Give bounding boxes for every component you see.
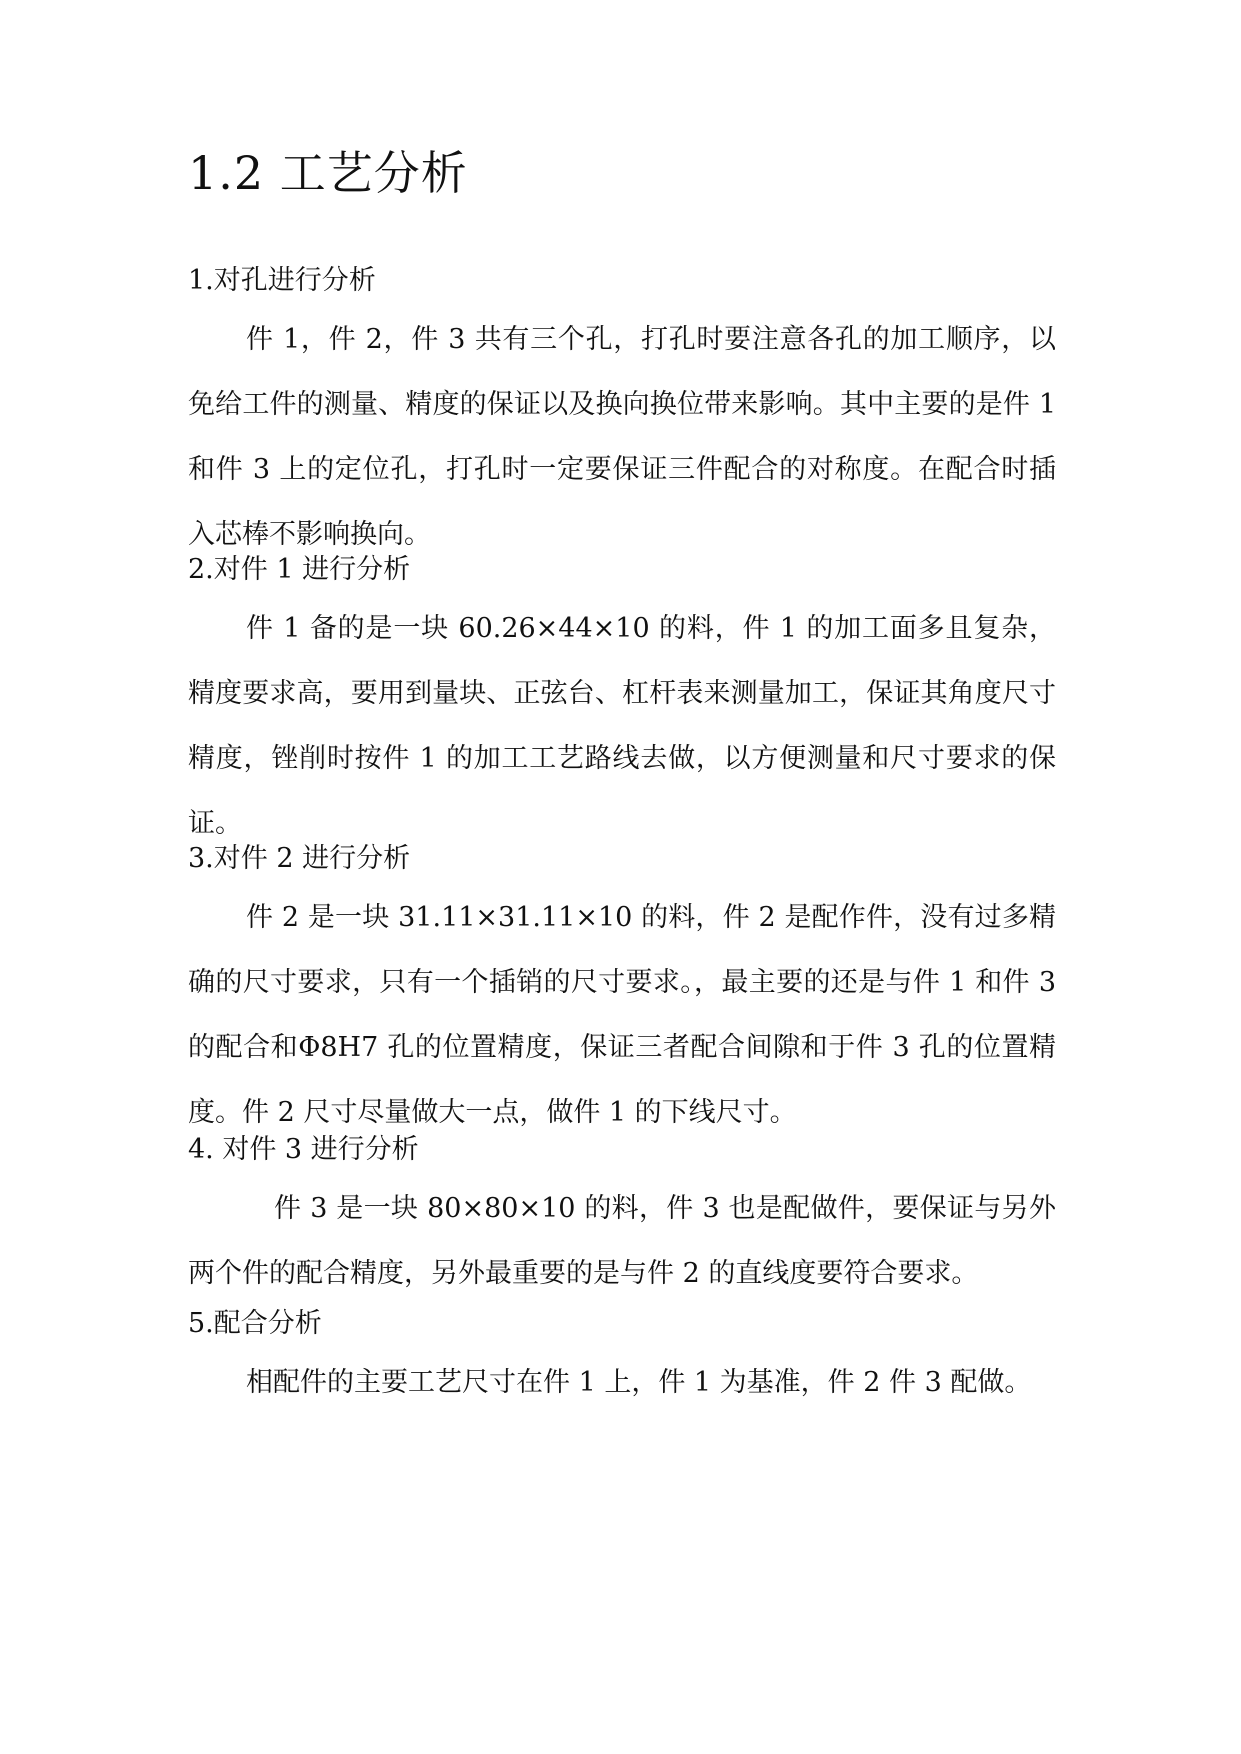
section-2-paragraph: 件 1 备的是一块 60.26×44×10 的料，件 1 的加工面多且复杂，精度要求高，要用到量块、正弦台、杠杆表来测量加工，保证其角度尺寸精度，锉削时按件 1 的加工工艺路线去做，以方便测量和尺寸要求的保证。: [188, 613, 1056, 839]
section-1-heading: 1.对孔进行分析: [188, 265, 376, 296]
section-4-paragraph: 件 3 是一块 80×80×10 的料，件 3 也是配做件，要保证与另外两个件的配合精度，另外最重要的是与件 2 的直线度要符合要求。: [188, 1193, 1056, 1289]
section-3-paragraph: 件 2 是一块 31.11×31.11×10 的料，件 2 是配作件，没有过多精确的尺寸要求，只有一个插销的尺寸要求。，最主要的还是与件 1 和件 3 的配合和Φ8H7 孔的位置精度，保证三者配合间隙和于件 3 孔的位置精度。件 2 尺寸尽量做大一点，做件 1 的下线尺寸。: [188, 902, 1056, 1128]
section-4-heading: 4. 对件 3 进行分析: [188, 1134, 419, 1165]
section-5-paragraph: 相配件的主要工艺尺寸在件 1 上，件 1 为基准，件 2 件 3 配做。: [246, 1367, 1032, 1398]
section-1-paragraph: 件 1，件 2，件 3 共有三个孔，打孔时要注意各孔的加工顺序，以免给工件的测量、精度的保证以及换向换位带来影响。其中主要的是件 1 和件 3 上的定位孔，打孔时一定要保证三件配合的对称度。在配合时插入芯棒不影响换向。: [188, 324, 1056, 550]
section-2-heading: 2.对件 1 进行分析: [188, 554, 411, 585]
section-5-heading: 5.配合分析: [188, 1308, 322, 1339]
section-3-heading: 3.对件 2 进行分析: [188, 843, 411, 874]
page-title: 1.2 工艺分析: [188, 146, 468, 200]
